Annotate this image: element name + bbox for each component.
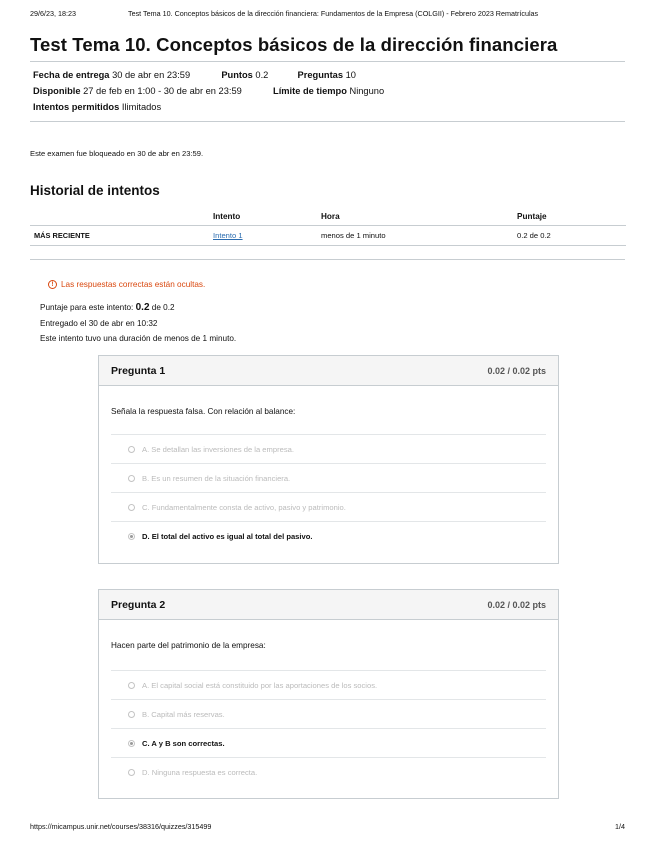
answer-option[interactable] — [111, 463, 546, 492]
answer-option[interactable] — [111, 670, 546, 699]
due-value: 30 de abr en 23:59 — [112, 70, 191, 80]
answer-text: C. A y B son correctas. — [142, 738, 225, 748]
attempt-score: 0.2 de 0.2 — [517, 226, 626, 246]
score-value: 0.2 — [135, 302, 150, 313]
locked-notice: Este examen fue bloqueado en 30 de abr en 23:59. — [30, 149, 204, 158]
print-header — [30, 9, 625, 18]
attempt-score-line — [40, 302, 175, 313]
answer-text: B. Capital más reservas. — [142, 709, 225, 719]
score-prefix: Puntaje para este intento: — [40, 303, 134, 312]
attempts-value: Ilimitados — [121, 102, 162, 112]
answer-option[interactable] — [111, 492, 546, 521]
quiz-meta-row-2 — [33, 86, 384, 96]
question-title: Pregunta 2 — [111, 598, 166, 611]
question-card-2 — [98, 589, 559, 799]
radio-icon[interactable] — [128, 682, 135, 689]
questions-label: Preguntas — [297, 70, 344, 80]
table-header-row — [30, 208, 626, 226]
hidden-answers-warning — [48, 280, 205, 289]
quiz-meta-row-3 — [33, 102, 161, 112]
score-suffix: de 0.2 — [151, 303, 175, 312]
attempt-label: MÁS RECIENTE — [30, 226, 213, 246]
answer-option[interactable] — [111, 757, 546, 786]
radio-selected-icon[interactable] — [128, 533, 135, 540]
answer-text: C. Fundamentalmente consta de activo, pasivo y patrimonio. — [142, 502, 346, 512]
column-header: Intento — [213, 208, 321, 226]
answer-option[interactable] — [111, 699, 546, 728]
time-limit-label: Límite de tiempo — [273, 86, 347, 96]
answer-option-selected[interactable] — [111, 521, 546, 550]
answer-text: D. El total del activo es igual al total del pasivo. — [142, 531, 313, 541]
answer-text: D. Ninguna respuesta es correcta. — [142, 767, 258, 777]
divider — [30, 121, 625, 122]
answer-text: B. Es un resumen de la situación financiera. — [142, 473, 291, 483]
attempt-time: menos de 1 minuto — [321, 226, 517, 246]
footer-page-number: 1/4 — [615, 822, 625, 831]
question-points: 0.02 / 0.02 pts — [487, 365, 546, 376]
page-title: Test Tema 10. Conceptos básicos de la dirección financiera — [30, 34, 558, 55]
question-title: Pregunta 1 — [111, 364, 166, 377]
question-card-1 — [98, 355, 559, 564]
points-label: Puntos — [221, 70, 253, 80]
divider — [30, 259, 625, 260]
radio-icon[interactable] — [128, 769, 135, 776]
attempt-history-table — [30, 208, 626, 246]
answer-option[interactable] — [111, 434, 546, 463]
question-header — [99, 590, 558, 620]
time-limit-value: Ninguno — [349, 86, 385, 96]
question-points: 0.02 / 0.02 pts — [487, 599, 546, 610]
question-header — [99, 356, 558, 386]
table-row — [30, 226, 626, 246]
quiz-meta-row-1 — [33, 70, 356, 80]
footer-url: https://micampus.unir.net/courses/38316/quizzes/315499 — [30, 822, 212, 831]
warning-icon: ! — [48, 280, 57, 289]
warning-text: Las respuestas correctas están ocultas. — [61, 280, 206, 289]
answer-text: A. Se detallan las inversiones de la empresa. — [142, 444, 294, 454]
question-text: Señala la respuesta falsa. Con relación al balance: — [111, 407, 296, 416]
available-label: Disponible — [33, 86, 81, 96]
duration-info: Este intento tuvo una duración de menos de 1 minuto. — [40, 334, 237, 343]
print-timestamp: 29/6/23, 18:23 — [30, 9, 76, 18]
radio-icon[interactable] — [128, 446, 135, 453]
history-title: Historial de intentos — [30, 183, 160, 198]
column-header: Hora — [321, 208, 517, 226]
divider — [30, 61, 625, 62]
answer-text: A. El capital social está constituido por las aportaciones de los socios. — [142, 680, 378, 690]
radio-icon[interactable] — [128, 711, 135, 718]
column-header — [30, 208, 213, 226]
radio-icon[interactable] — [128, 504, 135, 511]
radio-icon[interactable] — [128, 475, 135, 482]
print-title: Test Tema 10. Conceptos básicos de la dirección financiera: Fundamentos de la Empresa (COLGII) - Febrero 2023 Rematrículas — [128, 9, 539, 18]
radio-selected-icon[interactable] — [128, 740, 135, 747]
submitted-info: Entregado el 30 de abr en 10:32 — [40, 319, 158, 328]
points-value: 0.2 — [255, 70, 269, 80]
due-label: Fecha de entrega — [33, 70, 110, 80]
attempts-label: Intentos permitidos — [33, 102, 120, 112]
column-header: Puntaje — [517, 208, 626, 226]
available-value: 27 de feb en 1:00 - 30 de abr en 23:59 — [83, 86, 242, 96]
questions-value: 10 — [345, 70, 356, 80]
attempt-link[interactable]: Intento 1 — [213, 231, 243, 240]
answer-option-selected[interactable] — [111, 728, 546, 757]
question-text: Hacen parte del patrimonio de la empresa: — [111, 641, 266, 650]
print-footer — [30, 822, 625, 831]
